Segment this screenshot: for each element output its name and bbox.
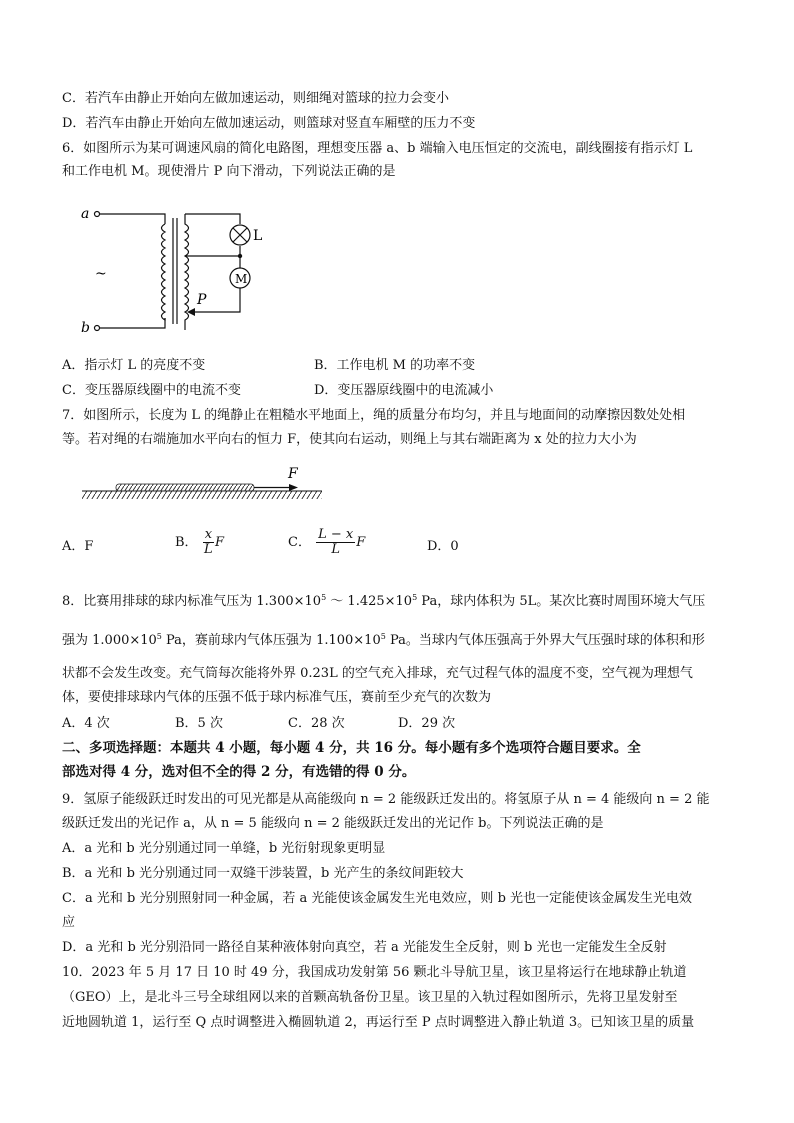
q9-stem-line1: 9．氢原子能级跃迁时发出的可见光都是从高能级向 n = 2 能级跃迁发出的。将氢原子从 n = 4 能级向 n = 2 能 [62, 792, 710, 807]
q8-stem-line3: 状都不会发生改变。充气筒每次能将外界 0.23L 的空气充入排球，充气过程气体的温度不变，空气视为理想气 [62, 666, 693, 681]
q7-option-a: A．F [62, 539, 94, 554]
terminal-a [95, 212, 100, 217]
q9-option-c-line1: C．a 光和 b 光分别照射同一种金属，若 a 光能使该金属发生光电效应，则 b 光也一定能使该金属发生光电效 [62, 891, 693, 906]
q9-option-a: A．a 光和 b 光分别通过同一单缝，b 光衍射现象更明显 [62, 841, 386, 856]
q7-stem-line1: 7．如图所示，长度为 L 的绳静止在粗糙水平地面上，绳的质量分布均匀，并且与地面间的动摩擦因数处处相 [62, 408, 686, 423]
section2-heading-line2: 部选对得 4 分，选对但不全的得 2 分，有选错的得 0 分。 [62, 764, 416, 780]
q9-option-b: B．a 光和 b 光分别通过同一双缝干涉装置，b 光产生的条纹间距较大 [62, 866, 464, 881]
q9-option-c-line2: 应 [62, 915, 76, 930]
q10-stem-line3: 近地圆轨道 1，运行至 Q 点时调整进入椭圆轨道 2，再运行至 P 点时调整进入静止轨道 3。已知该卫星的质量 [62, 1015, 695, 1030]
q10-stem-line2: （GEO）上，是北斗三号全球组网以来的首颗高轨备份卫星。该卫星的入轨过程如图所示，先将卫星发射至 [62, 990, 678, 1005]
q7-stem-line2: 等。若对绳的右端施加水平向右的恒力 F，使其向右运动，则绳上与其右端距离为 x 处的拉力大小为 [62, 432, 637, 447]
q7-option-b: B． $\frac{x}{L}$ F [175, 527, 225, 557]
q9-stem-line2: 级跃迁发出的光记作 a，从 n = 5 能级向 n = 2 能级跃迁发出的光记作 b。下列说法正确的是 [62, 816, 604, 831]
label-a: a [81, 206, 90, 222]
terminal-b [95, 326, 100, 331]
q7-option-d: D．0 [427, 539, 459, 554]
q6-option-c: C．变压器原线圈中的电流不变 [62, 383, 241, 398]
label-p: P [197, 292, 207, 308]
q6-stem-line2: 和工作电机 M。现使滑片 P 向下滑动，下列说法正确的是 [62, 164, 396, 179]
q6-option-d: D．变压器原线圈中的电流减小 [314, 383, 494, 398]
q6-option-b: B．工作电机 M 的功率不变 [314, 358, 476, 373]
q9-option-d: D．a 光和 b 光分别沿同一路径自某种液体射向真空，若 a 光能发生全反射，则 b 光也一定能发生全反射 [62, 940, 667, 955]
q6-option-a: A．指示灯 L 的亮度不变 [62, 358, 206, 373]
ac-symbol: ~ [95, 266, 107, 282]
force-arrow-head [289, 484, 298, 491]
section2-heading-line1: 二、多项选择题：本题共 4 小题，每小题 4 分，共 16 分。每小题有多个选项符合题目要求。全 [62, 740, 641, 756]
q8-stem-line1: 8．比赛用排球的球内标准气压为 $1.300\times 10^5$ ～ $1.425\times 10^5$ Pa，球内体积为 5L。某次比赛时周围环境大气压 [62, 593, 706, 609]
q8-option-c: C．28 次 [288, 716, 345, 731]
label-m: M [235, 272, 248, 286]
force-label: F [288, 466, 298, 482]
q8-stem-line4: 体，要使排球球内气体的压强不低于球内标准气压，赛前至少充气的次数为 [62, 690, 492, 705]
q6-stem-line1: 6．如图所示为某可调速风扇的简化电路图，理想变压器 a、b 端输入电压恒定的交流电，副线圈接有指示灯 L [62, 141, 693, 156]
q8-option-a: A．4 次 [62, 716, 110, 731]
junction-dot [238, 254, 242, 258]
q10-stem-line1: 10．2023 年 5 月 17 日 10 时 49 分，我国成功发射第 56 颗北斗导航卫星，该卫星将运行在地球静止轨道 [62, 965, 687, 980]
q5-option-d: D．若汽车由静止开始向左做加速运动，则篮球对竖直车厢壁的压力不变 [62, 116, 476, 131]
q8-option-d: D．29 次 [398, 716, 456, 731]
ground-hatch [82, 491, 322, 499]
q5-option-c: C．若汽车由静止开始向左做加速运动，则细绳对篮球的拉力会变小 [62, 91, 449, 106]
q7-option-c: C． $\frac{L - x}{L}$ F [288, 527, 366, 557]
primary-coil [162, 224, 166, 320]
label-l: L [253, 228, 263, 244]
transformer-circuit-diagram [75, 200, 290, 340]
rope-diagram [80, 462, 325, 504]
secondary-coil [185, 214, 189, 330]
q8-stem-line2: 强为 $1.000\times 10^5$ Pa，赛前球内气体压强为 $1.100\times 10^5$ Pa。当球内气体压强高于外界大气压强时球的体积和形 [62, 632, 705, 648]
label-b: b [81, 320, 90, 336]
q8-option-b: B．5 次 [175, 716, 223, 731]
rope [116, 484, 254, 491]
